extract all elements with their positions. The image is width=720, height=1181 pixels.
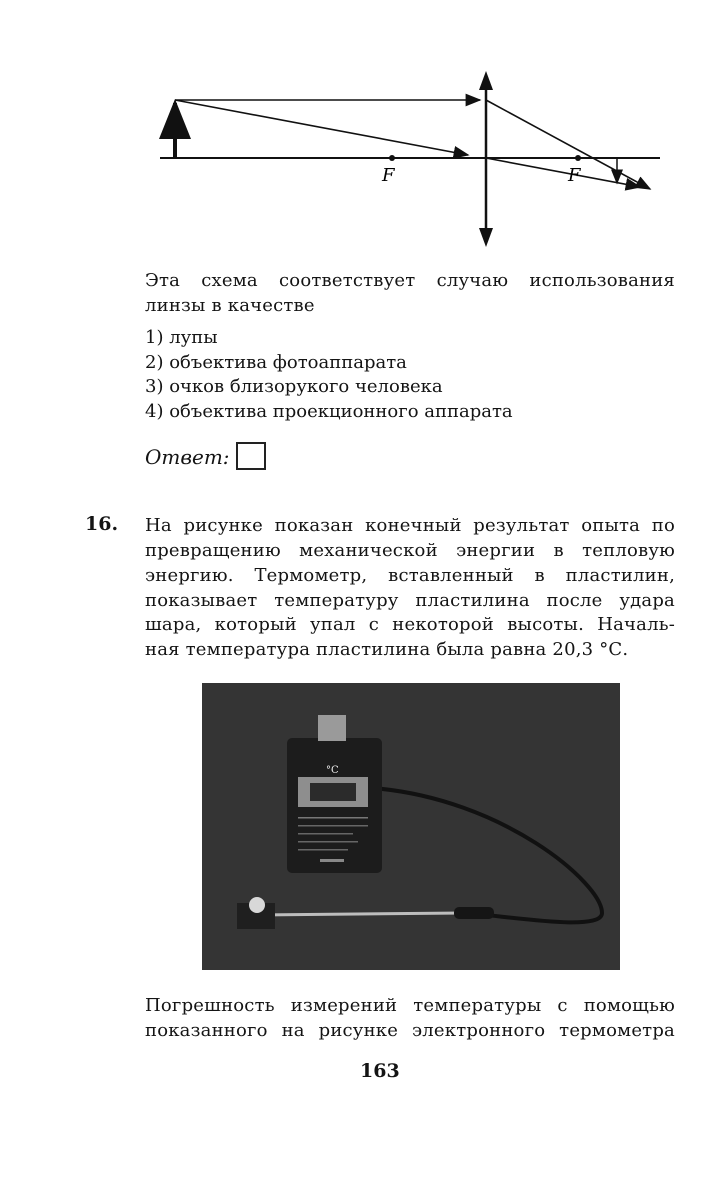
q16-line-3: энергию. Термометр, вставленный в пластилин, [145, 565, 675, 586]
q15-option-2: 2) объектива фотоаппарата [145, 352, 407, 373]
probe-rod [257, 913, 464, 915]
focus-left-label: F [382, 165, 395, 186]
q15-option-3: 3) очков близорукого человека [145, 376, 443, 397]
q16-number: 16. [85, 513, 119, 535]
probe-handle [454, 907, 494, 919]
q16-after-line-1: Погрешность измерений температуры с помощью [145, 995, 675, 1016]
focus-right-label: F [568, 165, 581, 186]
q16-line-2: превращению механической энергии в тепловую [145, 540, 675, 561]
q15-option-1: 1) лупы [145, 327, 218, 348]
lens-ray-diagram [150, 65, 670, 255]
q16-line-5: шара, который упал с некоторой высоты. Началь- [145, 614, 675, 635]
q16-line-1: На рисунке показан конечный результат опыта по [145, 515, 675, 536]
page-number: 163 [360, 1060, 400, 1082]
thermometer-unit: °C [326, 765, 339, 776]
focus-left-point [389, 155, 395, 161]
q15-answer-label: Ответ: [145, 445, 230, 469]
q15-option-4: 4) объектива проекционного аппарата [145, 401, 513, 422]
q16-line-6: ная температура пластилина была равна 20,3 °С. [145, 639, 629, 660]
q16-line-4: показывает температуру пластилина после удара [145, 590, 675, 611]
thermometer-connector [318, 715, 346, 741]
focus-right-point [575, 155, 581, 161]
q15-stem-line-2: линзы в качестве [145, 295, 315, 316]
metal-ball [249, 897, 265, 913]
q15-answer-box[interactable] [236, 442, 266, 470]
lens-top-arrowhead [479, 71, 493, 90]
q15-stem-line-1: Эта схема соответствует случаю использования [145, 270, 675, 291]
lens-bottom-arrowhead [479, 228, 493, 247]
q16-after-line-2: показанного на рисунке электронного термометра [145, 1020, 675, 1041]
central-ray-in [175, 100, 468, 155]
thermometer-photo [202, 683, 620, 970]
